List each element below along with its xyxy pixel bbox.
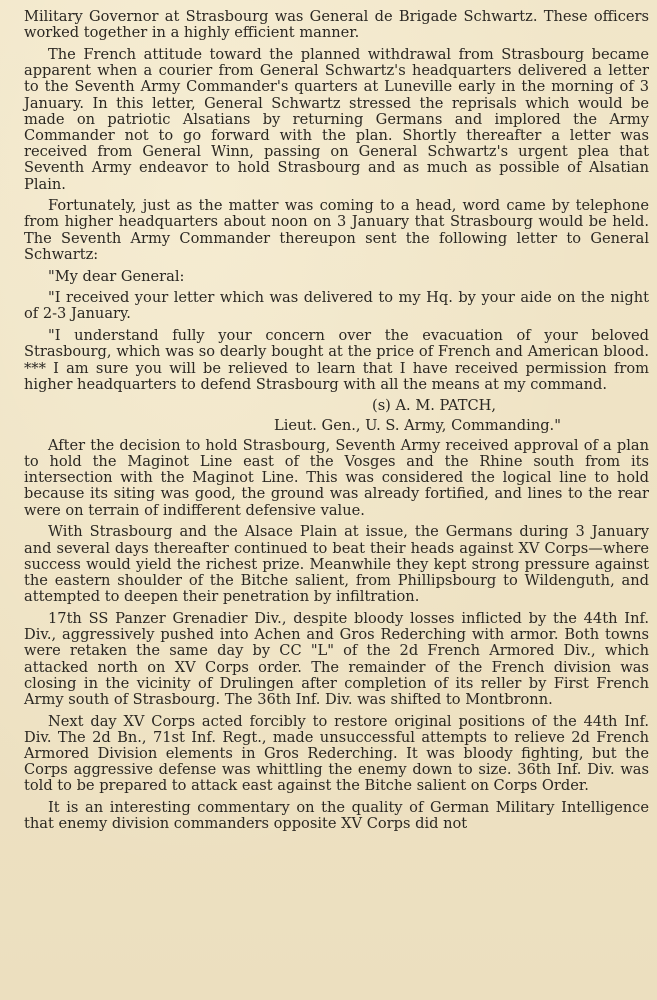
signature-name: (s) A. M. PATCH, — [372, 397, 497, 415]
paragraph: 17th SS Panzer Grenadier Div., despite bloody losses inflicted by the 44th Inf. Div., aggressively pushed into Achen and Gros Rederching with armor. Both towns were retaken the same day by CC "L" of the 2d French Armored Div., which attacked north on XV Corps order. The remainder of the French division was closing in the vicinity of Drulingen after completion of its reller by First French Army south of Strasbourg. The 36th Inf. Div. was shifted to Montbronn. — [24, 609, 649, 708]
paragraph: The French attitude toward the planned withdrawal from Strasbourg became apparent when a courier from General Schwartz's headquarters delivered a letter to the Seventh Army Commander's quarters at Luneville early in the morning of 3 January. In this letter, General Schwartz stressed the reprisals which would be made on patriotic Alsatians by returning Germans and implored the Army Commander not to go forward with the plan. Shortly thereafter a letter was received from General Winn, passing on General Schwartz's urgent plea that Seventh Army endeavor to hold Strasbourg and as much as possible of Alsatian Plain. — [24, 45, 649, 193]
letter-paragraph: "I understand fully your concern over the evacuation of your beloved Strasbourg, which was so dearly bought at the price of French and American blood. *** I am sure you will be relieved to learn that I have received permission from higher headquarters to defend Strasbourg with all the means at my command. — [24, 327, 649, 393]
paragraph: With Strasbourg and the Alsace Plain at issue, the Germans during 3 January and several days thereafter continued to beat their heads against XV Corps—where success would yield the richest prize. Meanwhile they kept strong pressure against the eastern shoulder of the Bitche salient, from Phillipsbourg to Wildenguth, and attempted to deepen their penetration by infiltration. — [24, 523, 649, 606]
signature-title: Lieut. Gen., U. S. Army, Commanding." — [274, 416, 561, 434]
paragraph: Next day XV Corps acted forcibly to restore original positions of the 44th Inf. Div. The 2d Bn., 71st Inf. Regt., made unsuccessful attempts to relieve 2d French Armored Division elements in Gros Rederching. It was bloody fighting, but the Corps aggressive defense was whittling the enemy down to size. 36th Inf. Div. was told to be prepared to attack east against the Bitche salient on Corps Order. — [24, 712, 649, 795]
paragraph: Fortunately, just as the matter was coming to a head, word came by telephone from higher headquarters about noon on 3 January that Strasbourg would be held. The Seventh Army Commander thereupon sent the following letter to General Schwartz: — [24, 197, 649, 263]
paragraph: Military Governor at Strasbourg was General de Brigade Schwartz. These officers worked together in a highly efficient manner. — [24, 8, 649, 42]
letter-signature — [24, 398, 649, 433]
paragraph: It is an interesting commentary on the quality of German Military Intelligence that enemy division commanders opposite XV Corps did not — [24, 799, 649, 833]
letter-paragraph: "I received your letter which was delivered to my Hq. by your aide on the night of 2-3 January. — [24, 289, 649, 323]
letter-salutation: "My dear General: — [48, 267, 185, 285]
paragraph: After the decision to hold Strasbourg, Seventh Army received approval of a plan to hold the Maginot Line east of the Vosges and the Rhine south from its intersection with the Maginot Line. This was considered the logical line to hold because its siting was good, the ground was already fortified, and lines to the rear were on terrain of indifferent defensive value. — [24, 436, 649, 519]
